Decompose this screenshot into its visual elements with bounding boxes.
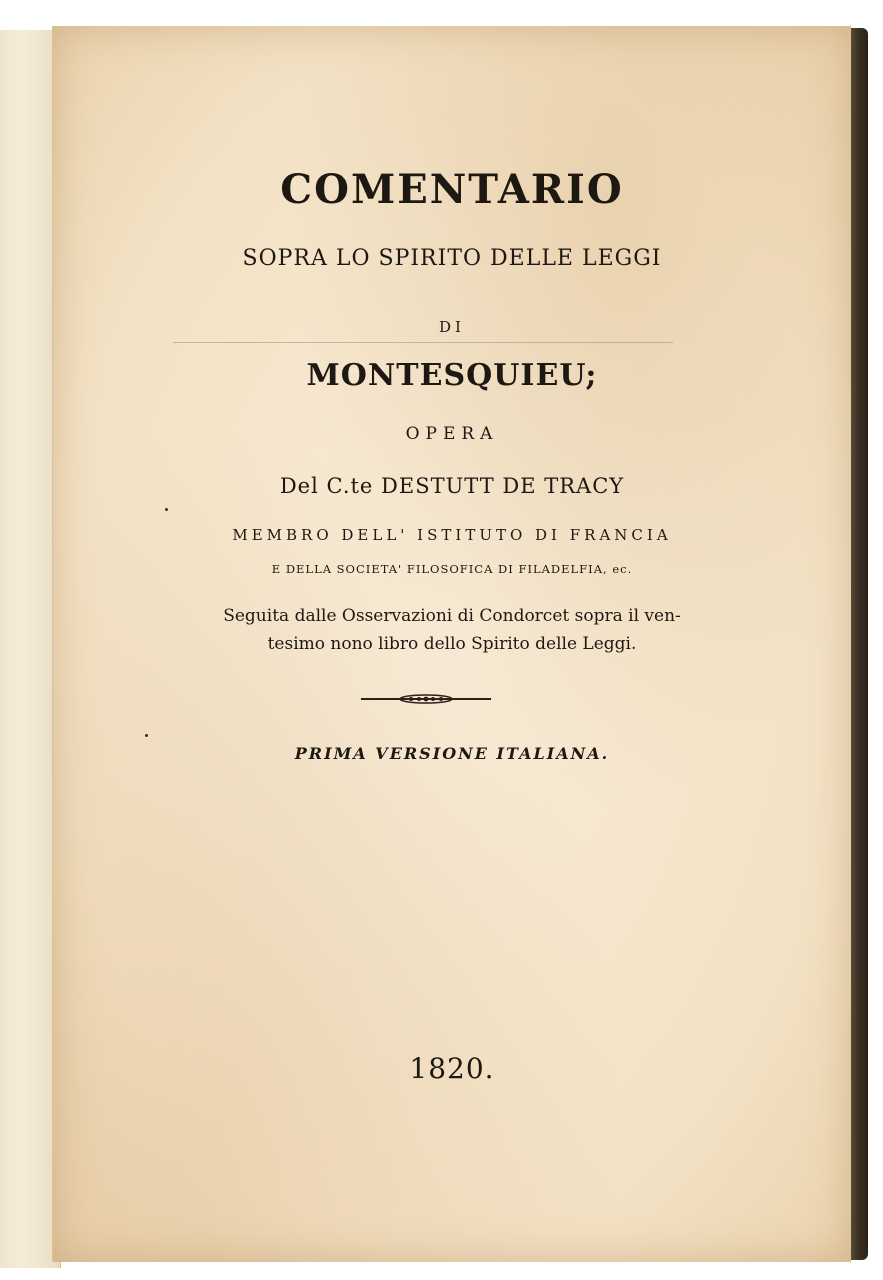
ink-speck [145, 734, 148, 737]
main-title: COMENTARIO [280, 166, 624, 213]
work-label: OPERA [405, 424, 499, 444]
publication-year: 1820. [409, 1052, 495, 1085]
membership-line-1: MEMBRO DELL' ISTITUTO DI FRANCIA [232, 526, 672, 544]
connector-di: DI [439, 318, 465, 336]
subtitle: SOPRA LO SPIRITO DELLE LEGGI [242, 246, 662, 271]
ornament-divider-icon [359, 692, 493, 706]
subject-author: MONTESQUIEU; [306, 358, 598, 393]
title-page [52, 26, 851, 1262]
faint-rule [173, 342, 673, 343]
author-line: Del C.te DESTUTT DE TRACY [279, 474, 625, 498]
followed-by-line-2: tesimo nono libro dello Spirito delle Leggi. [267, 634, 637, 654]
followed-by-line-1: Seguita dalle Osservazioni di Condorcet sopra il ven- [223, 606, 681, 626]
edition-line: PRIMA VERSIONE ITALIANA. [294, 744, 610, 763]
membership-line-2: E DELLA SOCIETA' FILOSOFICA DI FILADELFIA, ec. [271, 562, 633, 576]
ink-speck [165, 508, 168, 511]
